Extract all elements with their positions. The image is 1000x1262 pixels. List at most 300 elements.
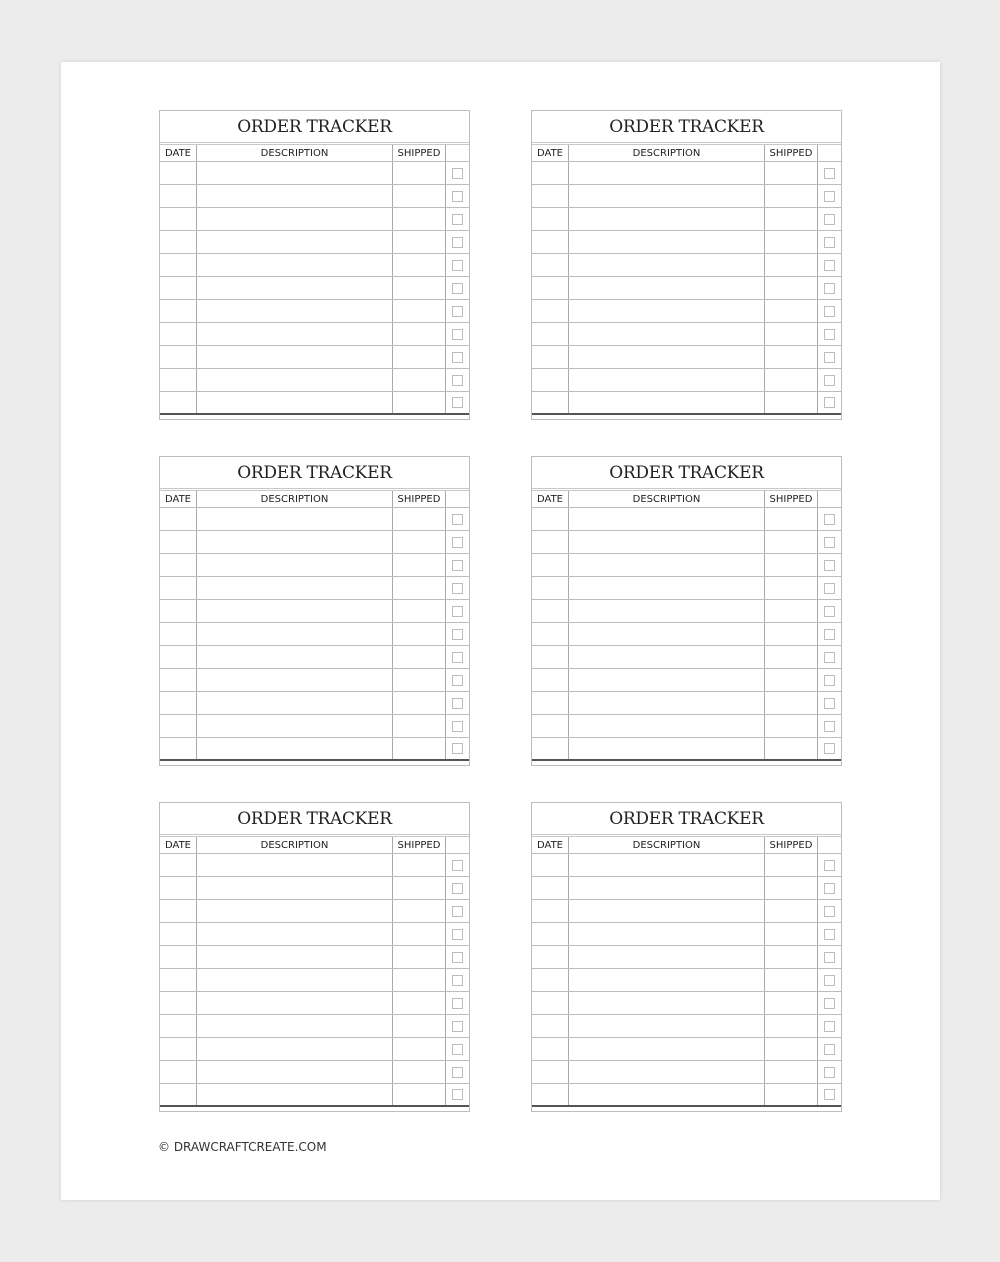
date-cell[interactable] [532,392,569,413]
shipped-checkbox[interactable] [452,583,463,594]
description-cell[interactable] [197,1061,393,1083]
shipped-cell[interactable] [765,600,818,622]
column-header: DESCRIPTION [197,145,393,161]
shipped-checkbox[interactable] [824,906,835,917]
date-cell[interactable] [532,577,569,599]
shipped-cell[interactable] [765,715,818,737]
shipped-checkbox[interactable] [452,906,463,917]
date-cell[interactable] [532,854,569,876]
date-cell[interactable] [532,1038,569,1060]
shipped-cell[interactable] [393,508,446,530]
shipped-checkbox[interactable] [452,652,463,663]
shipped-checkbox[interactable] [452,306,463,317]
shipped-cell[interactable] [765,254,818,276]
shipped-checkbox[interactable] [452,352,463,363]
shipped-cell[interactable] [765,554,818,576]
description-cell[interactable] [197,231,393,253]
date-cell[interactable] [160,300,197,322]
description-cell[interactable] [569,323,765,345]
date-cell[interactable] [160,1084,197,1105]
description-cell[interactable] [569,231,765,253]
shipped-checkbox[interactable] [824,929,835,940]
shipped-cell[interactable] [765,854,818,876]
description-cell[interactable] [569,715,765,737]
shipped-cell[interactable] [765,300,818,322]
table-row [532,508,841,531]
date-cell[interactable] [532,1084,569,1105]
shipped-checkbox[interactable] [452,397,463,408]
date-cell[interactable] [532,346,569,368]
shipped-checkbox[interactable] [824,329,835,340]
shipped-cell[interactable] [393,1061,446,1083]
date-cell[interactable] [160,992,197,1014]
shipped-cell[interactable] [393,923,446,945]
header-row [532,837,841,854]
shipped-checkbox[interactable] [824,652,835,663]
description-cell[interactable] [569,300,765,322]
shipped-checkbox[interactable] [824,1044,835,1055]
shipped-checkbox[interactable] [824,952,835,963]
shipped-cell[interactable] [765,738,818,759]
date-cell[interactable] [532,323,569,345]
date-cell[interactable] [532,508,569,530]
order-tracker-table [159,802,470,1112]
shipped-cell[interactable] [393,254,446,276]
tracker-title: ORDER TRACKER [532,803,841,837]
shipped-cell[interactable] [765,692,818,714]
shipped-cell[interactable] [393,392,446,413]
description-cell[interactable] [569,508,765,530]
date-cell[interactable] [532,692,569,714]
description-cell[interactable] [569,1015,765,1037]
column-header: DATE [160,837,197,853]
shipped-checkbox[interactable] [452,1089,463,1100]
description-cell[interactable] [569,162,765,184]
table-footer [160,761,469,767]
shipped-cell[interactable] [393,346,446,368]
order-tracker-table [531,456,842,766]
shipped-cell[interactable] [765,946,818,968]
table-row [160,323,469,346]
date-cell[interactable] [160,1061,197,1083]
shipped-cell[interactable] [765,969,818,991]
printable-page [61,62,940,1200]
description-cell[interactable] [569,208,765,230]
shipped-checkbox[interactable] [452,214,463,225]
date-cell[interactable] [160,715,197,737]
shipped-cell[interactable] [765,623,818,645]
shipped-checkbox[interactable] [452,743,463,754]
shipped-checkbox[interactable] [824,514,835,525]
description-cell[interactable] [569,946,765,968]
date-cell[interactable] [160,369,197,391]
shipped-checkbox[interactable] [824,283,835,294]
date-cell[interactable] [160,508,197,530]
description-cell[interactable] [197,669,393,691]
table-row [160,346,469,369]
shipped-cell[interactable] [393,1084,446,1105]
shipped-cell[interactable] [765,1061,818,1083]
column-header: DATE [532,837,569,853]
date-cell[interactable] [160,277,197,299]
description-cell[interactable] [569,254,765,276]
description-cell[interactable] [569,646,765,668]
date-cell[interactable] [532,900,569,922]
shipped-cell[interactable] [393,208,446,230]
shipped-cell[interactable] [393,969,446,991]
shipped-checkbox[interactable] [452,375,463,386]
date-cell[interactable] [532,1061,569,1083]
shipped-cell[interactable] [765,508,818,530]
date-cell[interactable] [160,208,197,230]
shipped-cell[interactable] [393,692,446,714]
shipped-cell[interactable] [393,1038,446,1060]
shipped-cell[interactable] [393,946,446,968]
date-cell[interactable] [532,531,569,553]
date-cell[interactable] [532,623,569,645]
column-header: DESCRIPTION [569,491,765,507]
shipped-checkbox[interactable] [824,860,835,871]
description-cell[interactable] [569,531,765,553]
description-cell[interactable] [569,1061,765,1083]
date-cell[interactable] [532,969,569,991]
shipped-cell[interactable] [393,738,446,759]
shipped-checkbox[interactable] [824,168,835,179]
description-cell[interactable] [569,877,765,899]
shipped-checkbox[interactable] [824,214,835,225]
shipped-cell[interactable] [765,277,818,299]
header-row [532,491,841,508]
shipped-cell[interactable] [765,1084,818,1105]
shipped-cell[interactable] [393,669,446,691]
description-cell[interactable] [569,577,765,599]
shipped-checkbox[interactable] [824,975,835,986]
description-cell[interactable] [197,1038,393,1060]
date-cell[interactable] [160,738,197,759]
date-cell[interactable] [532,946,569,968]
description-cell[interactable] [197,323,393,345]
table-row [160,1061,469,1084]
description-cell[interactable] [197,1084,393,1105]
shipped-checkbox[interactable] [824,675,835,686]
shipped-cell[interactable] [393,623,446,645]
description-cell[interactable] [197,392,393,413]
shipped-checkbox[interactable] [452,560,463,571]
date-cell[interactable] [160,1015,197,1037]
table-row [160,392,469,415]
shipped-checkbox[interactable] [824,260,835,271]
description-cell[interactable] [569,277,765,299]
description-cell[interactable] [197,623,393,645]
shipped-checkbox[interactable] [824,560,835,571]
shipped-checkbox[interactable] [824,1089,835,1100]
description-cell[interactable] [197,900,393,922]
shipped-cell[interactable] [393,877,446,899]
shipped-checkbox[interactable] [452,675,463,686]
shipped-cell[interactable] [765,185,818,207]
column-header [818,145,841,161]
date-cell[interactable] [532,300,569,322]
order-tracker-table [531,110,842,420]
description-cell[interactable] [569,900,765,922]
shipped-cell[interactable] [765,208,818,230]
table-row [532,1015,841,1038]
description-cell[interactable] [197,692,393,714]
description-cell[interactable] [197,185,393,207]
shipped-checkbox[interactable] [824,537,835,548]
shipped-checkbox[interactable] [452,929,463,940]
shipped-cell[interactable] [765,323,818,345]
order-tracker-table [159,456,470,766]
shipped-cell[interactable] [765,162,818,184]
shipped-cell[interactable] [393,369,446,391]
shipped-checkbox[interactable] [452,998,463,1009]
date-cell[interactable] [160,877,197,899]
description-cell[interactable] [197,877,393,899]
shipped-cell[interactable] [765,577,818,599]
date-cell[interactable] [160,531,197,553]
shipped-checkbox[interactable] [824,1067,835,1078]
date-cell[interactable] [160,900,197,922]
date-cell[interactable] [160,854,197,876]
date-cell[interactable] [532,877,569,899]
shipped-cell[interactable] [765,900,818,922]
description-cell[interactable] [197,254,393,276]
shipped-cell[interactable] [765,669,818,691]
description-cell[interactable] [197,738,393,759]
column-header: SHIPPED [393,145,446,161]
shipped-cell[interactable] [765,992,818,1014]
shipped-checkbox[interactable] [824,1021,835,1032]
description-cell[interactable] [197,923,393,945]
description-cell[interactable] [197,600,393,622]
shipped-cell[interactable] [393,577,446,599]
date-cell[interactable] [160,346,197,368]
shipped-checkbox[interactable] [824,721,835,732]
date-cell[interactable] [160,577,197,599]
description-cell[interactable] [569,185,765,207]
shipped-cell[interactable] [393,900,446,922]
table-row [160,600,469,623]
table-row [160,531,469,554]
shipped-checkbox[interactable] [452,883,463,894]
description-cell[interactable] [569,669,765,691]
shipped-checkbox[interactable] [824,583,835,594]
shipped-checkbox[interactable] [452,260,463,271]
date-cell[interactable] [160,1038,197,1060]
shipped-checkbox[interactable] [452,191,463,202]
date-cell[interactable] [160,623,197,645]
shipped-checkbox[interactable] [452,237,463,248]
date-cell[interactable] [532,254,569,276]
shipped-checkbox[interactable] [452,629,463,640]
description-cell[interactable] [197,946,393,968]
shipped-cell[interactable] [765,646,818,668]
shipped-cell[interactable] [765,346,818,368]
shipped-cell[interactable] [393,531,446,553]
date-cell[interactable] [532,208,569,230]
date-cell[interactable] [532,992,569,1014]
shipped-cell[interactable] [393,646,446,668]
description-cell[interactable] [197,277,393,299]
copyright-text: © DRAWCRAFTCREATE.COM [158,1140,327,1154]
description-cell[interactable] [569,1084,765,1105]
shipped-checkbox[interactable] [824,237,835,248]
column-header: SHIPPED [765,145,818,161]
table-row [160,738,469,761]
table-row [160,669,469,692]
shipped-checkbox[interactable] [452,329,463,340]
date-cell[interactable] [160,923,197,945]
shipped-cell[interactable] [393,323,446,345]
table-row [532,969,841,992]
table-row [160,554,469,577]
shipped-cell[interactable] [393,715,446,737]
description-cell[interactable] [197,300,393,322]
description-cell[interactable] [197,554,393,576]
description-cell[interactable] [197,577,393,599]
shipped-checkbox[interactable] [452,1021,463,1032]
description-cell[interactable] [569,346,765,368]
date-cell[interactable] [160,600,197,622]
date-cell[interactable] [160,185,197,207]
shipped-checkbox[interactable] [452,721,463,732]
shipped-checkbox[interactable] [452,860,463,871]
description-cell[interactable] [197,715,393,737]
description-cell[interactable] [569,992,765,1014]
shipped-cell[interactable] [765,392,818,413]
date-cell[interactable] [532,369,569,391]
shipped-checkbox[interactable] [452,537,463,548]
shipped-checkbox[interactable] [824,191,835,202]
shipped-cell[interactable] [393,854,446,876]
date-cell[interactable] [160,669,197,691]
description-cell[interactable] [569,369,765,391]
shipped-checkbox[interactable] [824,698,835,709]
shipped-cell[interactable] [765,1015,818,1037]
shipped-checkbox[interactable] [452,698,463,709]
description-cell[interactable] [197,992,393,1014]
shipped-checkbox[interactable] [452,606,463,617]
date-cell[interactable] [532,1015,569,1037]
description-cell[interactable] [197,208,393,230]
date-cell[interactable] [532,738,569,759]
date-cell[interactable] [160,231,197,253]
date-cell[interactable] [160,254,197,276]
shipped-cell[interactable] [393,992,446,1014]
shipped-checkbox[interactable] [452,1067,463,1078]
date-cell[interactable] [160,969,197,991]
table-row [160,185,469,208]
shipped-checkbox[interactable] [452,283,463,294]
description-cell[interactable] [197,1015,393,1037]
shipped-cell[interactable] [393,185,446,207]
shipped-cell[interactable] [765,923,818,945]
shipped-checkbox[interactable] [824,743,835,754]
table-row [160,577,469,600]
table-row [160,300,469,323]
date-cell[interactable] [160,946,197,968]
date-cell[interactable] [160,323,197,345]
date-cell[interactable] [160,692,197,714]
date-cell[interactable] [532,554,569,576]
description-cell[interactable] [197,969,393,991]
date-cell[interactable] [532,715,569,737]
shipped-checkbox[interactable] [452,514,463,525]
date-cell[interactable] [532,669,569,691]
description-cell[interactable] [569,692,765,714]
description-cell[interactable] [569,854,765,876]
shipped-checkbox[interactable] [824,306,835,317]
shipped-checkbox[interactable] [452,1044,463,1055]
date-cell[interactable] [532,162,569,184]
shipped-cell[interactable] [765,1038,818,1060]
shipped-checkbox[interactable] [824,375,835,386]
description-cell[interactable] [569,1038,765,1060]
description-cell[interactable] [197,854,393,876]
date-cell[interactable] [532,600,569,622]
shipped-checkbox[interactable] [824,883,835,894]
date-cell[interactable] [532,277,569,299]
shipped-cell[interactable] [765,877,818,899]
description-cell[interactable] [569,600,765,622]
date-cell[interactable] [532,185,569,207]
date-cell[interactable] [532,231,569,253]
description-cell[interactable] [569,923,765,945]
description-cell[interactable] [197,162,393,184]
shipped-cell[interactable] [393,300,446,322]
shipped-cell[interactable] [765,531,818,553]
shipped-cell[interactable] [393,600,446,622]
description-cell[interactable] [569,969,765,991]
shipped-cell[interactable] [393,1015,446,1037]
description-cell[interactable] [197,508,393,530]
shipped-cell[interactable] [393,162,446,184]
shipped-checkbox[interactable] [452,168,463,179]
shipped-cell[interactable] [765,231,818,253]
column-header: DATE [160,491,197,507]
date-cell[interactable] [532,923,569,945]
shipped-cell[interactable] [765,369,818,391]
description-cell[interactable] [197,646,393,668]
date-cell[interactable] [160,162,197,184]
description-cell[interactable] [569,554,765,576]
shipped-checkbox[interactable] [824,352,835,363]
shipped-checkbox[interactable] [824,397,835,408]
description-cell[interactable] [197,531,393,553]
description-cell[interactable] [197,369,393,391]
shipped-cell[interactable] [393,277,446,299]
date-cell[interactable] [160,392,197,413]
description-cell[interactable] [197,346,393,368]
shipped-checkbox[interactable] [824,606,835,617]
shipped-checkbox[interactable] [452,975,463,986]
description-cell[interactable] [569,392,765,413]
date-cell[interactable] [160,646,197,668]
shipped-checkbox[interactable] [452,952,463,963]
shipped-cell[interactable] [393,231,446,253]
shipped-checkbox[interactable] [824,998,835,1009]
shipped-cell[interactable] [393,554,446,576]
date-cell[interactable] [160,554,197,576]
description-cell[interactable] [569,738,765,759]
shipped-checkbox[interactable] [824,629,835,640]
table-row [532,946,841,969]
date-cell[interactable] [532,646,569,668]
table-row [160,900,469,923]
column-header: DESCRIPTION [569,837,765,853]
description-cell[interactable] [569,623,765,645]
